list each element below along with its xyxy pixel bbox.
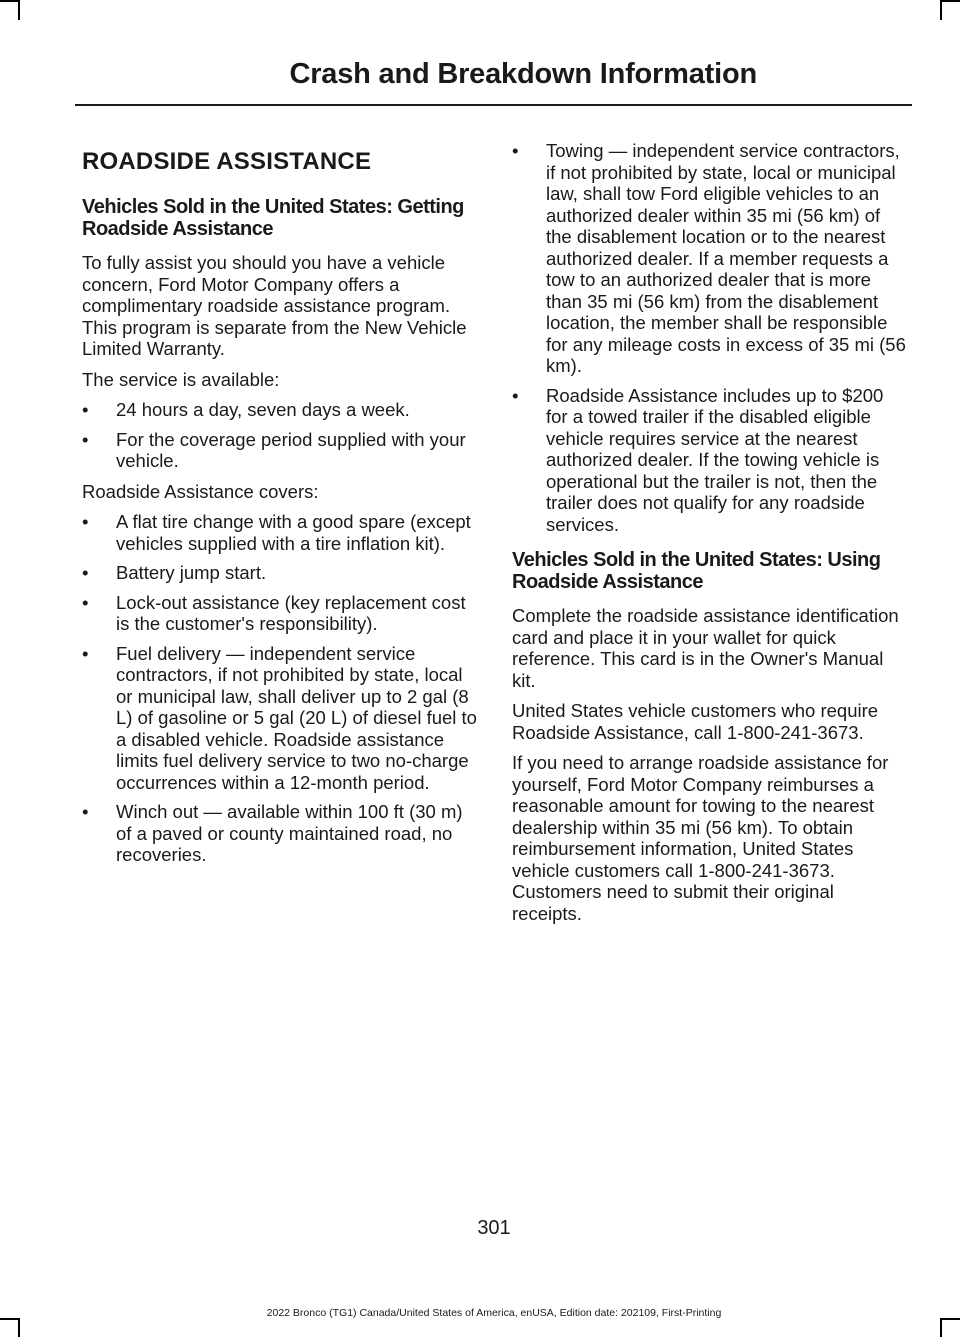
list-item: • Roadside Assistance includes up to $200 for a towed trailer if the disabled eligible vehicle requires service at the nearest authorized dealer. If the towing vehicle is operational but the trailer is not, then the trailer does not qualify for any roadside services. [512, 385, 907, 536]
left-column [82, 140, 477, 875]
list-item: • Towing — independent service contractors, if not prohibited by state, local or municipal law, shall tow Ford eligible vehicles to an authorized dealer within 35 mi (56 km) of the disablement location or to the nearest authorized dealer. If a member requests a tow to an authorized dealer that is more than 35 mi (56 km) from the disablement location, the member shall be responsible for any mileage costs in excess of 35 mi (56 km). [512, 140, 907, 377]
header-rule [75, 104, 912, 106]
paragraph: United States vehicle customers who require Roadside Assistance, call 1-800-241-3673. [512, 700, 879, 743]
list-item: • Winch out — available within 100 ft (30 m) of a paved or county maintained road, no recoveries. [82, 801, 477, 866]
available-label: The service is available: [82, 368, 280, 390]
crop-mark [940, 0, 960, 2]
section-title: ROADSIDE ASSISTANCE [82, 148, 372, 175]
crop-mark [18, 0, 20, 20]
subsection-title-using-assistance: Vehicles Sold in the United States: Using Roadside Assistance [512, 549, 881, 593]
list-item: • Battery jump start. [82, 562, 477, 584]
subsection-title-getting-assistance: Vehicles Sold in the United States: Getting Roadside Assistance [82, 196, 464, 240]
crop-mark [0, 0, 20, 2]
paragraph: Complete the roadside assistance identification card and place it in your wallet for quick reference. This card is in the Owner's Manual kit. [512, 605, 899, 691]
availability-list [82, 399, 477, 472]
intro-paragraph: To fully assist you should you have a vehicle concern, Ford Motor Company offers a complimentary roadside assistance program. This program is separate from the New Vehicle Limited Warranty. [82, 252, 467, 359]
right-column [512, 140, 907, 933]
covers-label: Roadside Assistance covers: [82, 480, 319, 502]
paragraph: If you need to arrange roadside assistance for yourself, Ford Motor Company reimburses a reasonable amount for towing to the nearest dealership within 35 mi (56 km). To obtain reimbursement information, United States vehicle customers call 1-800-241-3673. Customers need to submit their original receipts. [512, 752, 889, 924]
list-item: • Fuel delivery — independent service contractors, if not prohibited by state, local or municipal law, shall deliver up to 2 gal (8 L) of gasoline or 5 gal (20 L) of diesel fuel to a disabled vehicle. Roadside assistance limits fuel delivery service to two no-charge occurrences within a 12-month period. [82, 643, 477, 794]
coverage-list [82, 511, 477, 866]
list-item: • For the coverage period supplied with your vehicle. [82, 429, 477, 472]
crop-mark [940, 0, 942, 20]
coverage-list-continued [512, 140, 907, 535]
page-header-title: Crash and Breakdown Information [289, 58, 757, 90]
list-item: • Lock-out assistance (key replacement cost is the customer's responsibility). [82, 592, 477, 635]
page-number: 301 [477, 1217, 511, 1239]
list-item: • 24 hours a day, seven days a week. [82, 399, 477, 421]
list-item: • A flat tire change with a good spare (except vehicles supplied with a tire inflation kit). [82, 511, 477, 554]
footer-edition-info: 2022 Bronco (TG1) Canada/United States of America, enUSA, Edition date: 202109, First-Printing [266, 1307, 722, 1319]
